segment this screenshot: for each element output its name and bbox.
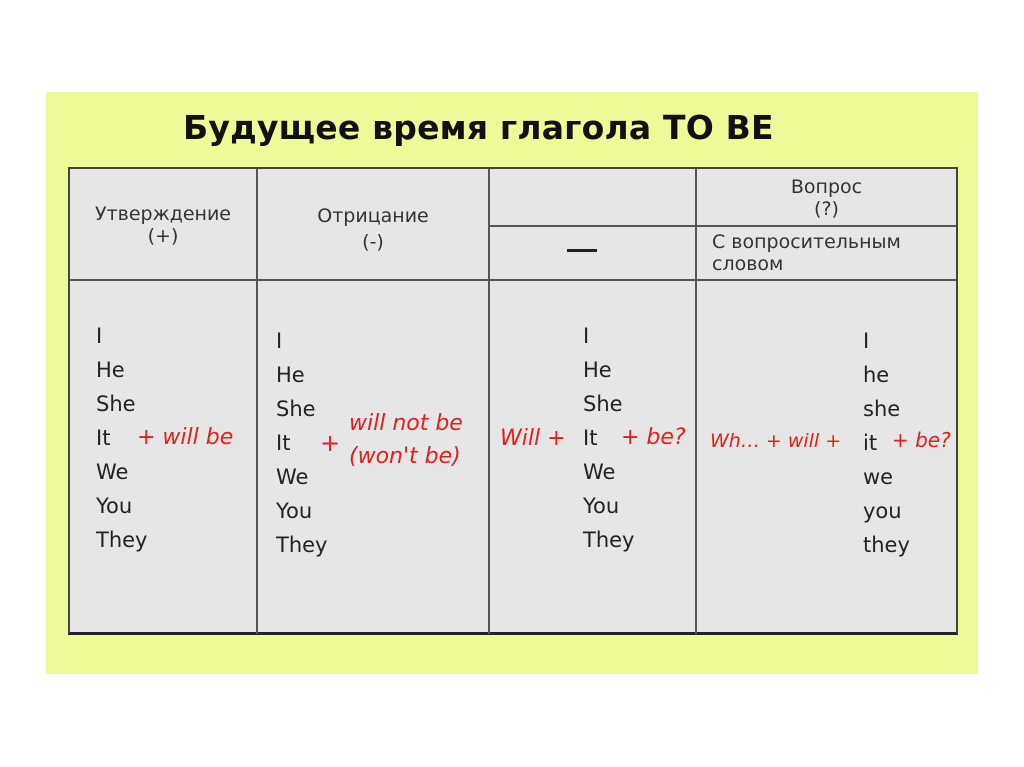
row-divider [488, 225, 956, 227]
page-title: Будущее время глагола ТО ВЕ [183, 108, 774, 147]
column-divider [695, 169, 697, 634]
header-affirmation: Утверждение (+) [95, 203, 231, 247]
header-question: Вопрос (?) [790, 176, 863, 220]
pronoun-list-general-question: I He She It We You They [583, 324, 635, 552]
general-question-will: Will + [500, 426, 566, 451]
header-negation: Отрицание (-) [317, 205, 429, 253]
special-question-wh: Wh… + will + [710, 430, 842, 452]
special-question-be: + be? [892, 428, 951, 452]
negation-formula: will not be (won't be) [349, 411, 463, 469]
header-special-question: С вопросительным словом [712, 231, 901, 275]
row-divider [70, 279, 956, 281]
negation-plus: + [320, 429, 341, 457]
pronoun-list-affirmation: I He She It We You They [96, 324, 148, 552]
affirmation-formula: + will be [137, 425, 234, 450]
general-question-be: + be? [621, 425, 686, 450]
header-general-question-dash [567, 249, 597, 252]
grammar-table [68, 167, 958, 635]
pronoun-list-special-question: I he she it we you they [863, 329, 910, 557]
column-divider [488, 169, 490, 634]
pronoun-list-negation: I He She It We You They [276, 329, 328, 557]
